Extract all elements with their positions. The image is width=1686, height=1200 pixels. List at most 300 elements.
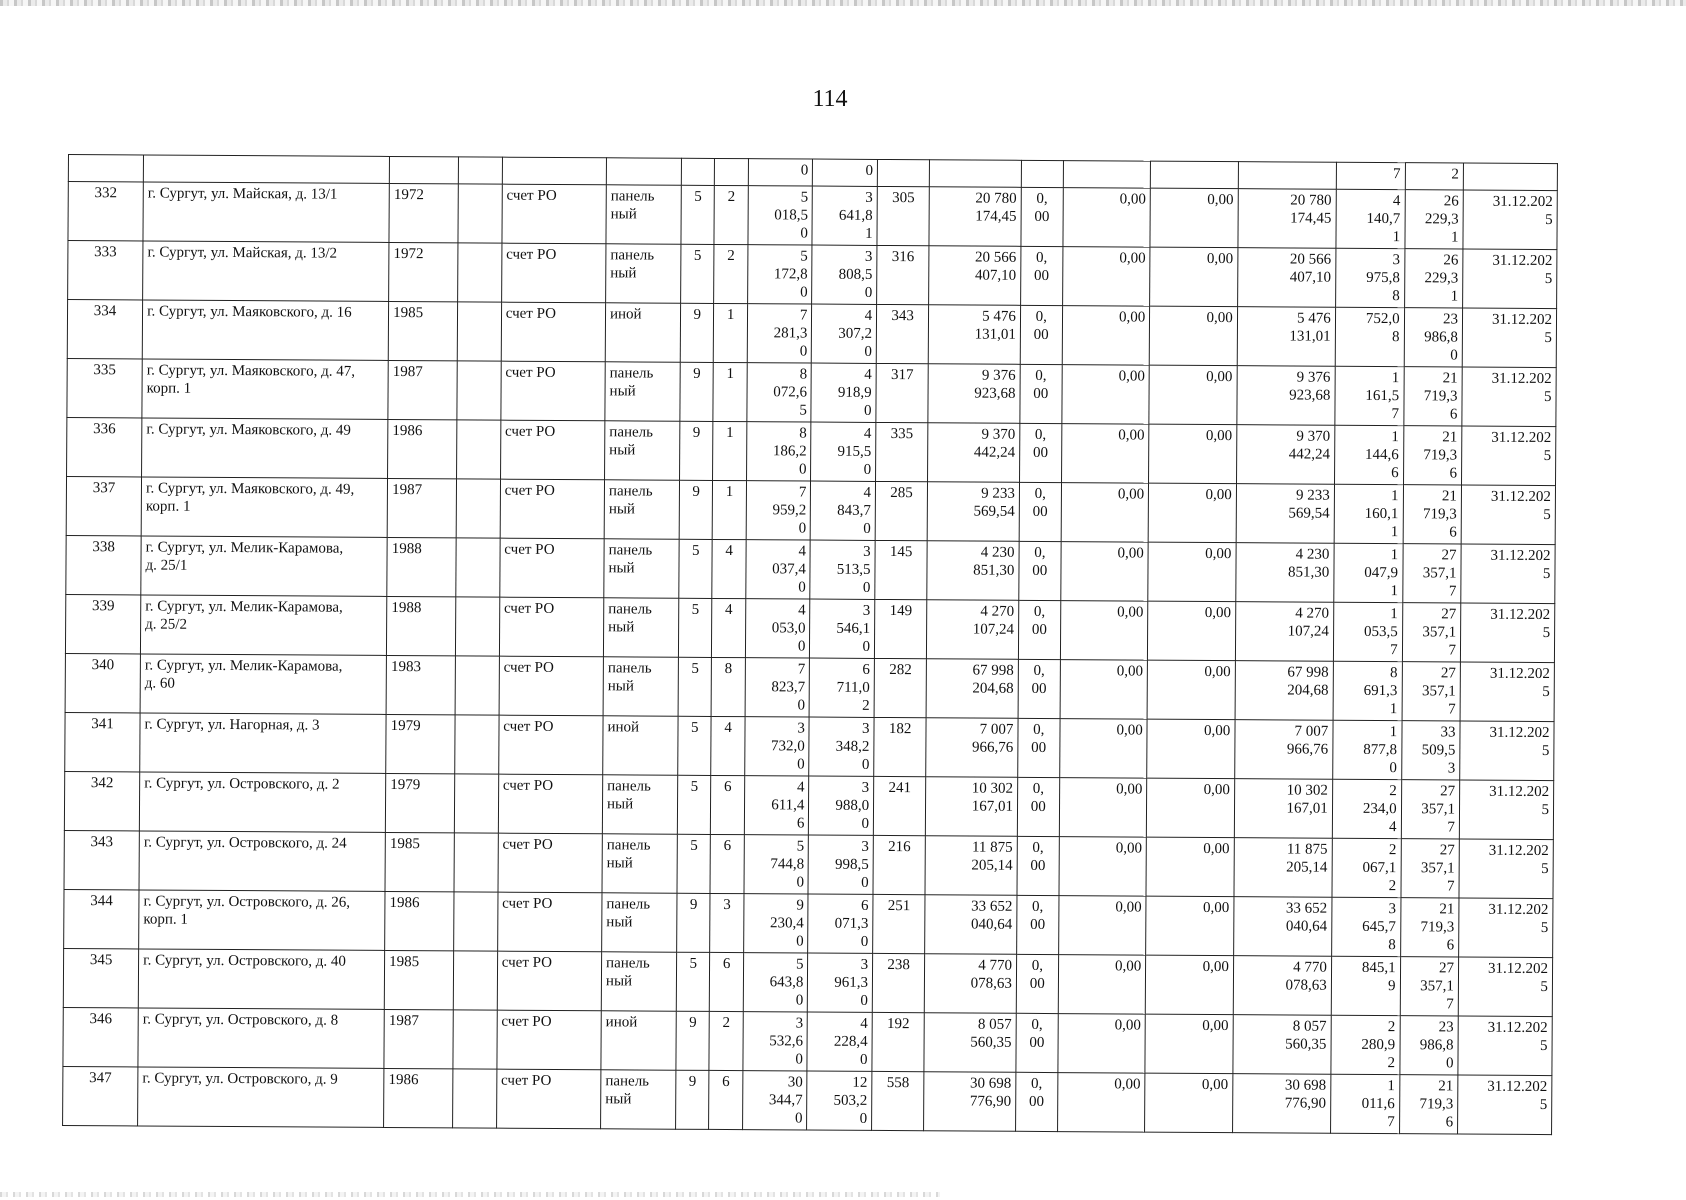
deadline-cell: 31.12.202 5 [1462, 367, 1556, 427]
address-cell: г. Сургут, ул. Островского, д. 9 [138, 1067, 384, 1128]
cell: 2 [1405, 163, 1464, 190]
cell [877, 159, 929, 186]
table-row [68, 241, 1557, 309]
table-row [67, 300, 1556, 368]
entrances-cell: 6 [710, 952, 744, 1011]
blank-cell [456, 538, 500, 597]
fund-method-cell: счет РО [497, 892, 602, 952]
total-area-cell: 7 823,7 0 [745, 658, 810, 717]
entrances-cell: 2 [709, 1011, 743, 1070]
premises-area-cell: 4 915,5 0 [811, 422, 876, 481]
build-year-cell: 1985 [385, 832, 454, 891]
cost-cell: 0,00 [1061, 424, 1149, 484]
owners-cost-cell: 30 698 776,90 [1232, 1074, 1330, 1134]
total-area-cell: 4 053,0 0 [745, 599, 810, 658]
cost-per-sqm-cell: 1 047,9 1 [1334, 543, 1403, 602]
premises-area-cell: 12 503,2 0 [807, 1071, 872, 1130]
deadline-cell: 31.12.202 5 [1463, 249, 1557, 309]
fund-method-cell: счет РО [502, 184, 607, 244]
build-year-cell: 1972 [389, 183, 458, 242]
deadline-cell: 31.12.202 5 [1463, 190, 1557, 250]
cost-cell: 0,00 [1062, 247, 1150, 307]
premises-area-cell: 3 641,8 1 [812, 186, 877, 245]
cost-per-sqm-cell: 4 140,7 1 [1336, 189, 1405, 248]
fund-method-cell: счет РО [500, 420, 605, 480]
cost-per-sqm-cell: 752,0 8 [1335, 307, 1404, 366]
build-year-cell: 1972 [389, 242, 458, 301]
fund-method-cell: счет РО [497, 1010, 602, 1070]
cost-cell: 0, 00 [1017, 836, 1059, 895]
row-number-cell: 342 [64, 771, 139, 830]
row-number-cell: 335 [67, 358, 142, 417]
deadline-cell: 31.12.202 5 [1462, 426, 1556, 486]
owners-cost-cell: 20 780 174,45 [1238, 189, 1336, 249]
limit-per-sqm-cell: 27 357,1 7 [1402, 662, 1461, 721]
limit-per-sqm-cell: 21 719,3 6 [1403, 485, 1462, 544]
cost-cell: 0,00 [1059, 719, 1147, 779]
owners-cost-cell: 9 233 569,54 [1236, 484, 1334, 544]
fund-method-cell: счет РО [499, 597, 604, 657]
limit-per-sqm-cell: 23 986,8 0 [1404, 308, 1463, 367]
wall-material-cell: панель ный [602, 893, 677, 952]
fund-method-cell: счет РО [498, 774, 603, 834]
premises-area-cell: 3 961,3 0 [808, 953, 873, 1012]
owners-cost-cell: 4 230 851,30 [1236, 543, 1334, 603]
total-cost-cell: 33 652 040,64 [925, 895, 1017, 955]
table-row [64, 771, 1553, 839]
premises-area-cell: 4 228,4 0 [807, 1012, 872, 1071]
cost-per-sqm-cell: 8 691,3 1 [1333, 661, 1402, 720]
premises-area-cell: 3 513,5 0 [810, 540, 875, 599]
limit-per-sqm-cell: 21 719,3 6 [1403, 367, 1462, 426]
cost-per-sqm-cell: 3 645,7 8 [1331, 897, 1400, 956]
row-number-cell: 346 [63, 1007, 138, 1066]
total-area-cell: 8 072,6 5 [747, 363, 812, 422]
wall-material-cell: панель ный [603, 657, 678, 716]
cost-cell: 0,00 [1060, 542, 1148, 602]
scan-edge-top [0, 0, 1686, 6]
premises-area-cell: 6 071,3 0 [808, 894, 873, 953]
address-cell: г. Сургут, ул. Мелик-Карамова, д. 25/2 [141, 595, 387, 656]
cost-cell: 0,00 [1148, 601, 1236, 661]
cost-cell: 0,00 [1058, 955, 1146, 1015]
address-cell: г. Сургут, ул. Маяковского, д. 49 [142, 418, 388, 479]
owners-cost-cell: 20 566 407,10 [1237, 248, 1335, 308]
residents-cell: 182 [874, 717, 926, 776]
cell [1463, 163, 1557, 191]
floors-cell: 9 [677, 893, 711, 952]
cost-cell: 0,00 [1149, 306, 1237, 366]
address-cell: г. Сургут, ул. Нагорная, д. 3 [140, 713, 386, 774]
residents-cell: 335 [876, 422, 928, 481]
wall-material-cell: панель ный [606, 244, 681, 303]
limit-per-sqm-cell: 27 357,1 7 [1400, 957, 1459, 1016]
deadline-cell: 31.12.202 5 [1460, 603, 1554, 663]
cost-cell: 0, 00 [1019, 541, 1061, 600]
deadline-cell: 31.12.202 5 [1459, 839, 1553, 899]
residents-cell: 305 [877, 186, 929, 245]
floors-cell: 9 [680, 303, 714, 362]
wall-material-cell: панель ный [601, 952, 676, 1011]
fund-method-cell: счет РО [498, 833, 603, 893]
cost-cell: 0,00 [1061, 483, 1149, 543]
owners-cost-cell: 67 998 204,68 [1235, 661, 1333, 721]
residents-cell: 282 [874, 658, 926, 717]
total-area-cell: 5 018,5 0 [748, 186, 813, 245]
fund-method-cell: счет РО [497, 951, 602, 1011]
table-row [65, 712, 1554, 780]
build-year-cell: 1983 [386, 655, 455, 714]
limit-per-sqm-cell: 27 357,1 7 [1402, 544, 1461, 603]
fund-method-cell: счет РО [499, 656, 604, 716]
wall-material-cell: панель ный [605, 421, 680, 480]
total-cost-cell: 4 770 078,63 [924, 954, 1016, 1014]
floors-cell: 5 [681, 185, 715, 244]
blank-cell [453, 1010, 497, 1069]
cost-cell: 0,00 [1146, 896, 1234, 956]
limit-per-sqm-cell: 21 719,3 6 [1399, 1075, 1458, 1134]
premises-area-cell: 3 988,0 0 [809, 776, 874, 835]
row-number-cell: 347 [63, 1066, 138, 1125]
blank-cell [454, 774, 498, 833]
deadline-cell: 31.12.202 5 [1459, 898, 1553, 958]
total-cost-cell: 9 233 569,54 [927, 482, 1019, 542]
deadline-cell: 31.12.202 5 [1461, 544, 1555, 604]
deadline-cell: 31.12.202 5 [1459, 780, 1553, 840]
table-row [64, 830, 1553, 898]
build-year-cell: 1979 [386, 714, 455, 773]
build-year-cell: 1986 [384, 1068, 453, 1127]
blank-cell [456, 479, 500, 538]
cost-per-sqm-cell: 845,1 9 [1331, 956, 1400, 1015]
scan-edge-bottom [0, 1192, 940, 1197]
cost-cell: 0,00 [1148, 542, 1236, 602]
floors-cell: 5 [677, 834, 711, 893]
page-number: 114 [812, 86, 848, 112]
fund-method-cell: счет РО [500, 538, 605, 598]
entrances-cell: 6 [709, 1070, 743, 1129]
residents-cell: 316 [877, 245, 929, 304]
cell: 0 [813, 159, 878, 186]
wall-material-cell: иной [603, 716, 678, 775]
cell [68, 155, 143, 182]
total-cost-cell: 5 476 131,01 [928, 305, 1020, 365]
premises-area-cell: 3 348,2 0 [809, 717, 874, 776]
blank-cell [455, 597, 499, 656]
cost-cell: 0, 00 [1019, 423, 1061, 482]
blank-cell [453, 951, 497, 1010]
total-area-cell: 7 281,3 0 [747, 304, 812, 363]
table-row [65, 594, 1554, 662]
owners-cost-cell: 9 370 442,24 [1236, 425, 1334, 485]
cost-per-sqm-cell: 1 877,8 0 [1333, 720, 1402, 779]
cost-per-sqm-cell: 1 011,6 7 [1330, 1074, 1399, 1133]
total-area-cell: 7 959,2 0 [746, 481, 811, 540]
residents-cell: 216 [873, 835, 925, 894]
blank-cell [455, 715, 499, 774]
cost-cell: 0, 00 [1018, 659, 1060, 718]
entrances-cell: 6 [710, 834, 744, 893]
cost-cell: 0,00 [1149, 424, 1237, 484]
cost-per-sqm-cell: 2 067,1 2 [1332, 838, 1401, 897]
deadline-cell: 31.12.202 5 [1460, 662, 1554, 722]
entrances-cell: 4 [712, 598, 746, 657]
cell [1151, 161, 1239, 189]
wall-material-cell: панель ный [604, 539, 679, 598]
entrances-cell: 4 [712, 539, 746, 598]
limit-per-sqm-cell: 23 986,8 0 [1400, 1016, 1459, 1075]
owners-cost-cell: 4 270 107,24 [1235, 602, 1333, 662]
register-body [63, 155, 1558, 1135]
wall-material-cell: панель ный [606, 185, 681, 244]
cell [930, 160, 1022, 188]
owners-cost-cell: 8 057 560,35 [1233, 1015, 1331, 1075]
total-cost-cell: 11 875 205,14 [925, 836, 1017, 896]
premises-area-cell: 3 998,5 0 [808, 835, 873, 894]
residents-cell: 285 [875, 481, 927, 540]
cost-cell: 0,00 [1060, 660, 1148, 720]
wall-material-cell: панель ный [601, 1070, 676, 1129]
entrances-cell: 8 [711, 657, 745, 716]
limit-per-sqm-cell: 27 357,1 7 [1401, 780, 1460, 839]
blank-cell [455, 656, 499, 715]
total-cost-cell: 9 376 923,68 [928, 364, 1020, 424]
total-cost-cell: 20 566 407,10 [929, 246, 1021, 306]
address-cell: г. Сургут, ул. Маяковского, д. 49, корп. 1 [141, 477, 387, 538]
residents-cell: 238 [872, 953, 924, 1012]
cost-cell: 0, 00 [1020, 305, 1062, 364]
premises-area-cell: 4 843,7 0 [811, 481, 876, 540]
deadline-cell: 31.12.202 5 [1461, 485, 1555, 545]
floors-cell: 5 [678, 598, 712, 657]
address-cell: г. Сургут, ул. Майская, д. 13/2 [143, 241, 389, 302]
cost-cell: 0, 00 [1015, 1072, 1057, 1131]
build-year-cell: 1979 [386, 773, 455, 832]
blank-cell [458, 184, 502, 243]
cost-per-sqm-cell: 1 053,5 7 [1333, 602, 1402, 661]
fund-method-cell: счет РО [501, 243, 606, 303]
address-cell: г. Сургут, ул. Островского, д. 24 [139, 831, 385, 892]
address-cell: г. Сургут, ул. Островского, д. 8 [138, 1008, 384, 1069]
deadline-cell: 31.12.202 5 [1458, 1075, 1552, 1135]
total-cost-cell: 20 780 174,45 [929, 187, 1021, 247]
floors-cell: 5 [678, 716, 712, 775]
wall-material-cell: панель ный [602, 775, 677, 834]
cost-cell: 0,00 [1058, 1014, 1146, 1074]
cell [458, 157, 502, 184]
deadline-cell: 31.12.202 5 [1458, 1016, 1552, 1076]
limit-per-sqm-cell: 21 719,3 6 [1403, 426, 1462, 485]
cost-cell: 0,00 [1148, 483, 1236, 543]
row-number-cell: 345 [63, 948, 138, 1007]
cost-cell: 0, 00 [1016, 954, 1058, 1013]
cost-cell: 0,00 [1147, 660, 1235, 720]
premises-area-cell: 6 711,0 2 [809, 658, 874, 717]
cost-cell: 0,00 [1145, 1073, 1233, 1133]
cost-cell: 0,00 [1057, 1073, 1145, 1133]
residents-cell: 192 [872, 1012, 924, 1071]
address-cell: г. Сургут, ул. Островского, д. 40 [138, 949, 384, 1010]
fund-method-cell: счет РО [498, 715, 603, 775]
total-area-cell: 5 643,8 0 [743, 953, 808, 1012]
cost-cell: 0,00 [1063, 188, 1151, 248]
row-number-cell: 341 [65, 712, 140, 771]
limit-per-sqm-cell: 26 229,3 1 [1405, 190, 1464, 249]
total-cost-cell: 4 230 851,30 [927, 541, 1019, 601]
blank-cell [457, 361, 501, 420]
residents-cell: 558 [872, 1071, 924, 1130]
row-number-cell: 344 [64, 889, 139, 948]
residents-cell: 145 [875, 540, 927, 599]
owners-cost-cell: 7 007 966,76 [1235, 720, 1333, 780]
address-cell: г. Сургут, ул. Мелик-Карамова, д. 60 [140, 654, 386, 715]
floors-cell: 9 [680, 421, 714, 480]
total-area-cell: 4 037,4 0 [746, 540, 811, 599]
cost-per-sqm-cell: 1 161,5 7 [1335, 366, 1404, 425]
entrances-cell: 4 [711, 716, 745, 775]
row-number-cell: 339 [65, 594, 140, 653]
floors-cell: 5 [681, 244, 715, 303]
housing-register-table [62, 154, 1558, 1135]
total-area-cell: 8 186,2 0 [746, 422, 811, 481]
total-area-cell: 5 172,8 0 [747, 245, 812, 304]
cell [715, 158, 749, 185]
total-cost-cell: 8 057 560,35 [924, 1013, 1016, 1073]
floors-cell: 5 [677, 775, 711, 834]
cost-cell: 0, 00 [1018, 600, 1060, 659]
fund-method-cell: счет РО [501, 361, 606, 421]
premises-area-cell: 4 918,9 0 [811, 363, 876, 422]
deadline-cell: 31.12.202 5 [1462, 308, 1556, 368]
cost-cell: 0, 00 [1019, 482, 1061, 541]
cell [1021, 160, 1063, 187]
blank-cell [454, 833, 498, 892]
cost-cell: 0,00 [1145, 955, 1233, 1015]
cost-per-sqm-cell: 2 234,0 4 [1332, 779, 1401, 838]
entrances-cell: 3 [710, 893, 744, 952]
row-number-cell: 334 [67, 300, 142, 359]
row-number-cell: 336 [67, 417, 142, 476]
row-number-cell: 337 [66, 476, 141, 535]
table-row [66, 535, 1555, 603]
cost-cell: 0, 00 [1021, 187, 1063, 246]
cell: 0 [748, 159, 813, 186]
build-year-cell: 1988 [387, 596, 456, 655]
cost-cell: 0, 00 [1020, 364, 1062, 423]
owners-cost-cell: 9 376 923,68 [1237, 366, 1335, 426]
table-row [63, 948, 1552, 1016]
fund-method-cell: счет РО [500, 479, 605, 539]
address-cell: г. Сургут, ул. Островского, д. 26, корп. 1 [139, 890, 385, 951]
build-year-cell: 1988 [387, 537, 456, 596]
owners-cost-cell: 4 770 078,63 [1233, 956, 1331, 1016]
residents-cell: 241 [873, 776, 925, 835]
cell [143, 155, 389, 184]
table-row [63, 1007, 1552, 1075]
limit-per-sqm-cell: 27 357,1 7 [1401, 839, 1460, 898]
blank-cell [454, 892, 498, 951]
blank-cell [453, 1069, 497, 1128]
row-number-cell: 343 [64, 830, 139, 889]
limit-per-sqm-cell: 26 229,3 1 [1404, 249, 1463, 308]
cost-cell: 0,00 [1149, 365, 1237, 425]
cost-cell: 0, 00 [1017, 777, 1059, 836]
deadline-cell: 31.12.202 5 [1460, 721, 1554, 781]
cell [1063, 161, 1151, 189]
cost-per-sqm-cell: 1 144,6 6 [1334, 425, 1403, 484]
cost-cell: 0,00 [1060, 601, 1148, 661]
cell [389, 156, 458, 183]
row-number-cell: 333 [68, 241, 143, 300]
cell: 7 [1336, 162, 1405, 189]
floors-cell: 9 [676, 1070, 710, 1129]
cost-cell: 0,00 [1150, 188, 1238, 248]
address-cell: г. Сургут, ул. Майская, д. 13/1 [143, 182, 389, 243]
entrances-cell: 2 [714, 185, 748, 244]
wall-material-cell: иной [601, 1011, 676, 1070]
blank-cell [456, 420, 500, 479]
table-row [67, 358, 1556, 426]
residents-cell: 343 [876, 304, 928, 363]
total-area-cell: 30 344,7 0 [742, 1071, 807, 1130]
cost-per-sqm-cell: 1 160,1 1 [1334, 484, 1403, 543]
wall-material-cell: иной [605, 303, 680, 362]
premises-area-cell: 3 808,5 0 [812, 245, 877, 304]
cost-cell: 0, 00 [1017, 895, 1059, 954]
owners-cost-cell: 10 302 167,01 [1234, 779, 1332, 839]
total-cost-cell: 10 302 167,01 [926, 777, 1018, 837]
premises-area-cell: 3 546,1 0 [810, 599, 875, 658]
limit-per-sqm-cell: 21 719,3 6 [1400, 898, 1459, 957]
total-cost-cell: 4 270 107,24 [927, 600, 1019, 660]
cost-cell: 0,00 [1150, 247, 1238, 307]
deadline-cell: 31.12.202 5 [1458, 957, 1552, 1017]
table-row [64, 889, 1553, 957]
cost-cell: 0, 00 [1016, 1013, 1058, 1072]
table-row [67, 417, 1556, 485]
cell [606, 158, 681, 185]
address-cell: г. Сургут, ул. Маяковского, д. 16 [142, 300, 388, 361]
cost-cell: 0, 00 [1018, 718, 1060, 777]
premises-area-cell: 4 307,2 0 [812, 304, 877, 363]
floors-cell: 9 [679, 480, 713, 539]
address-cell: г. Сургут, ул. Мелик-Карамова, д. 25/1 [141, 536, 387, 597]
total-cost-cell: 30 698 776,90 [924, 1072, 1016, 1132]
total-area-cell: 9 230,4 0 [743, 894, 808, 953]
residents-cell: 251 [873, 894, 925, 953]
build-year-cell: 1987 [387, 478, 456, 537]
total-cost-cell: 7 007 966,76 [926, 718, 1018, 778]
blank-cell [457, 302, 501, 361]
cost-cell: 0,00 [1059, 837, 1147, 897]
entrances-cell: 2 [714, 244, 748, 303]
entrances-cell: 1 [713, 362, 747, 421]
wall-material-cell: панель ный [603, 598, 678, 657]
owners-cost-cell: 11 875 205,14 [1234, 838, 1332, 898]
total-area-cell: 5 744,8 0 [744, 835, 809, 894]
table-row [65, 653, 1554, 721]
build-year-cell: 1987 [384, 1009, 453, 1068]
owners-cost-cell: 33 652 040,64 [1233, 897, 1331, 957]
table-row [66, 476, 1555, 544]
floors-cell: 5 [678, 657, 712, 716]
total-cost-cell: 9 370 442,24 [928, 423, 1020, 483]
residents-cell: 149 [874, 599, 926, 658]
cost-cell: 0,00 [1058, 896, 1146, 956]
blank-cell [458, 243, 502, 302]
row-number-cell: 332 [68, 182, 143, 241]
row-number-cell: 340 [65, 653, 140, 712]
